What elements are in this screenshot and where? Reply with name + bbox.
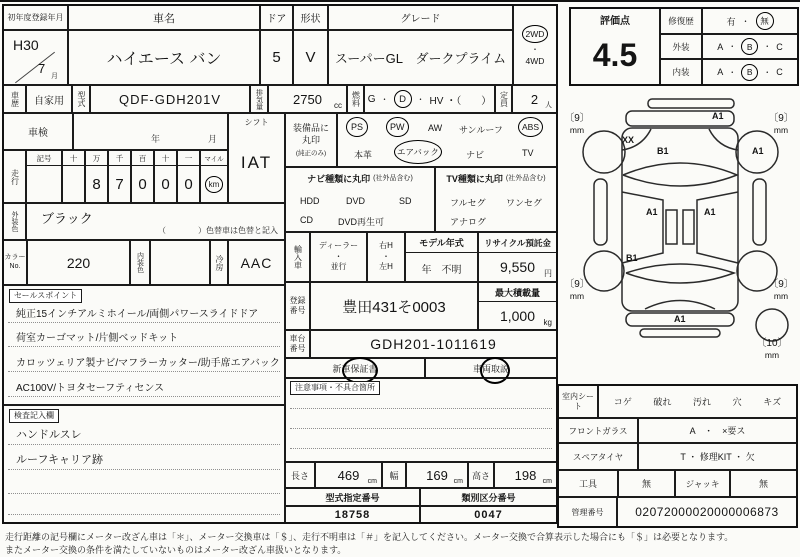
equip-aw: AW [428,123,443,133]
mileage-label: 走行 [3,150,26,203]
tire-depth-rear-right: 〔9〕 mm [768,279,794,301]
drive-dot: ・ [531,44,539,54]
handle-left: 左H [379,262,393,272]
mileage-col-10man: 十 [62,150,85,203]
reg-no-value: 豊田431そ0003 [310,282,478,330]
shaken-month-label: 月 [207,134,217,144]
equipment-label-cell [285,113,337,167]
model-year-cell [405,232,478,282]
fuel-label: 燃料 [347,85,364,113]
equip-navi: ナビ [466,150,485,160]
damage-mark-front: B1 [657,146,669,156]
import-dealer: ディーラー [318,240,359,250]
sales-line-2: 荷室カーゴマット/片側ベッドキット [8,323,280,347]
interior-b-circled: B [741,64,758,81]
handle-side-cell: 右H ・ 左H [367,232,405,282]
mgmt-no-label: 管理番号 [558,497,617,527]
jack-label: ジャッキ [675,470,730,497]
equip-tv: TV [522,148,534,158]
reg-year: H30 [13,37,39,53]
grade-label: グレード [328,5,513,30]
mile-label: マイル [201,151,227,166]
ext-color-label: 外装色 [3,203,26,240]
ac-label: 冷房 [210,240,228,285]
capacity-value: 2 人 [512,85,557,113]
handle-right: 右H [379,240,393,250]
sales-line-3: カロッツェリア製ナビ/マフラーカッター/助手席エアバック [8,347,280,372]
nav-sd: SD [399,196,412,206]
damage-mark-left-door: A1 [646,207,658,217]
reg-month: 7 [38,61,46,76]
door-value: 5 [260,30,293,85]
tire-depth-front-left: 〔9〕 mm [564,113,590,135]
exterior-b-circled: B [741,38,758,55]
damage-mark-right-door: A1 [704,207,716,217]
damage-mark-front-right-wheel: A1 [752,146,764,156]
repair-history-value: 有 ・ 無 [702,8,798,34]
spare-tire-value: T ・ 修理KIT ・ 欠 [638,443,797,470]
reg-month-unit: 月 [51,73,58,80]
caution-notes-label: 注意事項・不具合箇所 [290,381,380,395]
type-no-label: 型式指定番号 [285,488,420,506]
drive-type-cell [513,5,557,85]
inspection-line-2: ルーフキャリア跡 [8,445,280,470]
mgmt-no-value: 02072000020000006873 [617,497,797,527]
model-year-value: 年 不明 [421,264,462,276]
mileage-col-kigo: 記号 [26,150,62,203]
inspection-notes-cell [3,405,285,523]
recycle-value: 9,550 [499,259,536,275]
mileage-col-ichi: 一 0 [177,150,200,203]
car-damage-diagram [560,95,800,360]
top-rule [0,0,800,2]
fuel-rest: HV ・（ ） [429,95,492,107]
inspection-line-4 [8,494,280,515]
damage-mark-rear: A1 [674,314,686,324]
length-label: 長さ [285,462,315,488]
car-name-value: ハイエース バン [68,30,260,85]
shaken-label: 車検 [3,113,73,150]
history-value: 自家用 [26,85,72,113]
width-value: 169 cm [406,462,468,488]
mileage-col-man: 万 8 [85,150,108,203]
equip-leather: 本革 [354,150,373,160]
first-reg-date-label: 初年度登録年月 [3,5,68,30]
payload-unit: kg [543,318,552,327]
km-circled: km [205,176,224,193]
equipment-items-cell [337,113,557,167]
payload-label: 最大積載量 [479,283,556,302]
windshield-label: フロントガラス [558,418,638,443]
footer-line-2: またメーター交換の条件を満たしていないものはメーター改ざん車扱いとなります。 [5,545,347,556]
length-value: 469 cm [315,462,382,488]
chassis-label: 車台番号 [285,330,310,358]
diagonal-slash [15,52,55,84]
footer-notes [5,531,797,557]
drive-4wd: 4WD [525,55,545,66]
equipment-label: 装備品に丸印 [292,123,329,145]
shift-cell [228,113,285,203]
color-no-label: カラーNo. [3,240,27,285]
caution-notes-cell [285,378,557,462]
repair-history-label: 修復歴 [660,8,702,34]
reg-no-label: 登録番号 [285,282,310,330]
km-cell [201,166,227,202]
class-no-label: 類別区分番号 [420,488,557,506]
ext-color-value [26,203,285,240]
tire-depth-spare: 〔10〕 mm [756,338,788,360]
shift-label: シフト [244,117,269,127]
interior-grade-label: 内装 [660,59,702,85]
seat-items: コゲ 破れ 汚れ 穴 キズ [598,385,797,418]
inspection-line-3 [8,470,280,494]
ext-color-text: ブラック [41,211,93,226]
recycle-cell [478,232,557,282]
tv-analog: アナログ [450,217,487,227]
seat-label: 室内シート [558,385,598,418]
equipment-sublabel: (純正のみ) [295,149,327,157]
nav-dvd-play: DVD再生可 [338,217,385,227]
height-label: 高さ [468,462,494,488]
color-no-value: 220 [27,240,130,285]
tool-value: 無 [618,470,675,497]
repair-no-circled: 無 [756,12,774,30]
type-no-value: 18758 [285,506,420,523]
score-cell [570,8,660,85]
first-reg-date-value [3,30,68,85]
fuel-g: G [367,93,376,105]
int-color-label: 内装色 [130,240,150,285]
repair-yes: 有 [726,16,736,27]
displacement-value: 2750 cc [268,85,347,113]
nav-cd: CD [300,215,313,225]
model-code-value: QDF-GDH201V [90,85,250,113]
import-dealer-cell: ディーラー ・ 並行 [310,232,367,282]
tv-fullseg: フルセグ [450,198,486,208]
int-color-value [150,240,210,285]
tv-oneseg: ワンセグ [506,198,543,208]
tv-type-header: TV種類に丸印 (社外品含む) [446,173,546,184]
fuel-d-circled: D [394,90,412,108]
class-no-value: 0047 [420,506,557,523]
caution-line-2 [290,409,552,429]
shape-label: 形状 [293,5,328,30]
inspection-notes-label: 検査記入欄 [9,409,59,423]
payload-cell [478,282,557,330]
nav-type-cell [285,167,435,232]
nav-dvd: DVD [346,196,366,206]
import-parallel: 並行 [330,262,347,272]
sales-points-label: セールスポイント [9,289,82,303]
exterior-grade-value: A ・ B ・ C [702,34,798,59]
shape-value: V [293,30,328,85]
windshield-value: A ・ ×要ス [638,418,797,443]
payload-value: 1,000 [499,307,536,324]
tool-label: 工具 [558,470,618,497]
mileage-col-hyaku: 百 0 [131,150,154,203]
interior-grade-value: A ・ B ・ C [702,59,798,85]
manual-label: 車両取説 [472,363,509,374]
mileage-col-unit [200,150,228,203]
warranty-cell [285,358,425,378]
damage-mark-rear-left-quarter: B1 [626,253,638,263]
car-name-label: 車名 [68,5,260,30]
capacity-unit: 人 [545,102,552,109]
width-label: 幅 [382,462,406,488]
damage-mark-front-left-fender: XX [622,135,635,145]
sales-line-1: 純正15インチアルミホイール/両側パワースライドドア [8,302,280,323]
drive-2wd-circled: 2WD [522,25,549,43]
spare-tire-label: スペアタイヤ [558,443,638,470]
grade-value: スーパーGL ダークプライム [328,30,513,85]
shift-value: IAT [240,153,273,172]
model-code-label: 型式 [72,85,90,113]
recycle-unit: 円 [544,269,552,278]
tv-type-cell [435,167,557,232]
inspection-line-1: ハンドルスレ [8,418,280,445]
height-value: 198 cm [494,462,557,488]
tire-depth-rear-left: 〔9〕 mm [564,279,590,301]
tire-depth-front-right: 〔9〕 mm [768,113,794,135]
ac-value: AAC [228,240,285,285]
chassis-value: GDH201-1011619 [310,330,557,358]
equip-ps-circled: PS [346,117,368,137]
nav-hdd: HDD [300,196,320,206]
equip-sunroof: サンルーフ [459,125,503,135]
warranty-label: 新車保証書 [332,363,378,374]
history-label: 車歴 [3,85,26,113]
mileage-col-ju: 十 0 [154,150,177,203]
nav-type-header: ナビ種類に丸印 (社外品含む) [307,173,413,184]
shaken-year-label: 年 [150,134,160,144]
sales-points-cell [3,285,285,405]
capacity-label: 定員 [495,85,512,113]
model-year-label: モデル年式 [406,233,477,253]
damage-mark-front-bumper: A1 [712,111,724,121]
equip-airbag-circled: エアバック [394,140,442,164]
import-label: 輸入車 [285,232,310,282]
shaken-value [73,113,228,150]
equip-abs-circled: ABS [518,117,543,137]
jack-value: 無 [730,470,797,497]
score-label: 評価点 [600,15,630,27]
car-outline-drawing [560,95,800,347]
fuel-value: G ・ D ・ HV ・（ ） [364,85,495,113]
score-value: 4.5 [592,36,638,73]
displacement-label: 排気量 [250,85,268,113]
displacement-unit: cc [334,101,342,110]
mileage-col-sen: 千 7 [108,150,131,203]
color-change-note: （ ）色替車は色替と記入 [158,226,278,235]
equip-pw-circled: PW [386,117,409,137]
caution-line-1 [290,393,552,409]
exterior-grade-label: 外装 [660,34,702,59]
manual-cell [425,358,557,378]
sales-line-4: AC100V/トヨタセーフティセンス [8,372,280,397]
caution-line-3 [290,429,552,449]
footer-line-1: 走行距離の記号欄にメーター改ざん車は「＊」、メーター交換車は「＄」、走行不明車は「＃」を記入してください。メーター交換で合算表示した場合にも「＄」は必要となります。 [5,532,734,542]
door-label: ドア [260,5,293,30]
recycle-label: リサイクル預託金 [479,233,556,253]
